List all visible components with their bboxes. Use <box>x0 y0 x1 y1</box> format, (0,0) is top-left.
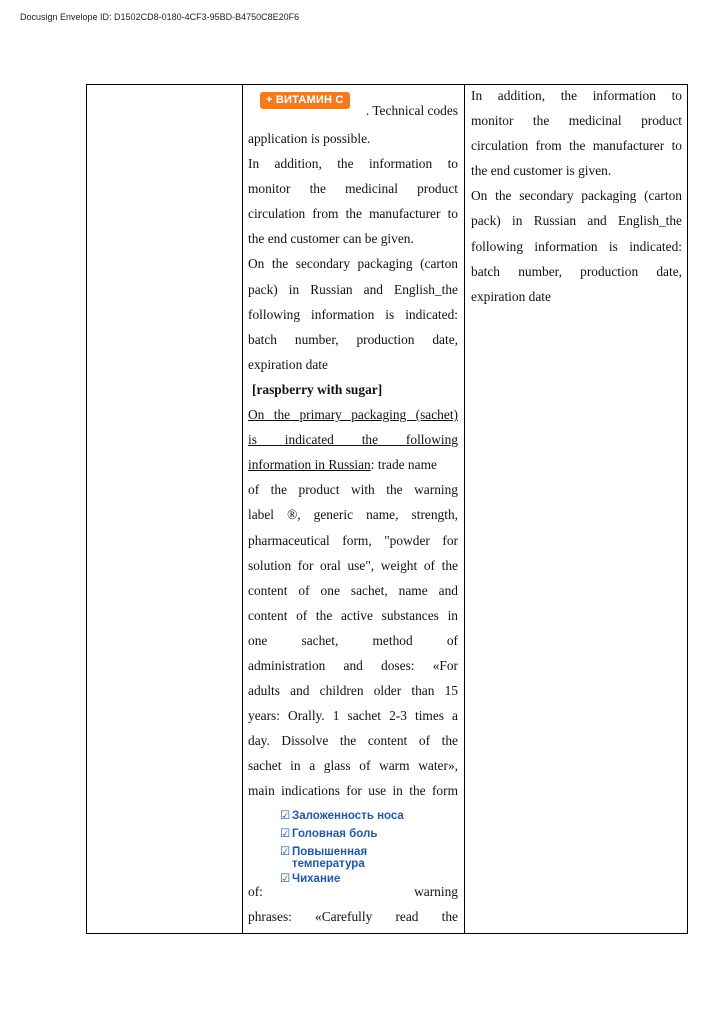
text-line: is indicated the following <box>248 432 458 448</box>
text-line: of the product with the warning <box>248 482 458 498</box>
warning-text: warning <box>414 883 458 899</box>
symptom-label: Головная боль <box>292 827 378 840</box>
text-line: pack) in Russian and English_the <box>248 281 458 297</box>
symptom-item <box>280 828 377 840</box>
envelope-id: Docusign Envelope ID: D1502CD8-0180-4CF3-95BD-B4750C8E20F6 <box>20 12 300 22</box>
text-line: circulation from the manufacturer to <box>248 206 458 222</box>
text-line: expiration date <box>471 288 551 304</box>
text-fragment: : trade name <box>370 457 437 473</box>
text-line: pack) in Russian and English_the <box>471 213 682 229</box>
text-line: On the secondary packaging (carton <box>248 256 458 272</box>
text-line: In addition, the information to <box>248 156 458 172</box>
text-line: pharmaceutical form, "powder for <box>248 532 458 548</box>
of-text: of: <box>248 883 263 899</box>
text-line: day. Dissolve the content of the <box>248 733 458 749</box>
text-line: expiration date <box>248 356 328 372</box>
content-table <box>86 84 688 934</box>
text-line: batch number, production date, <box>248 331 458 347</box>
text-line: years: Orally. 1 sachet 2-3 times a <box>248 708 458 724</box>
symptom-item <box>280 873 340 885</box>
underlined-text: information in Russian <box>248 457 371 473</box>
right-column <box>471 83 682 309</box>
symptom-label: Повышенная <box>292 845 368 858</box>
symptom-label-continued: температура <box>292 857 365 870</box>
text-line: following information is indicated: <box>471 238 682 254</box>
symptom-label: Заложенность носа <box>292 809 404 822</box>
of-warning-line <box>248 872 458 904</box>
checkbox-icon: ☑ <box>280 809 291 822</box>
technical-codes-text: . Technical codes <box>365 103 458 118</box>
text-line: content of the active substances in <box>248 607 458 623</box>
text-line: phrases: «Carefully read the <box>248 908 458 924</box>
text-line <box>248 452 458 477</box>
checkbox-icon: ☑ <box>280 872 291 885</box>
checkbox-icon: ☑ <box>280 845 291 858</box>
symptoms-image <box>248 804 458 879</box>
column-divider <box>464 85 465 933</box>
text-line: solution for oral use", weight of the <box>248 557 458 573</box>
application-line: application is possible. <box>248 131 371 146</box>
text-line: the end customer is given. <box>471 163 612 179</box>
text-line: In addition, the information to <box>471 88 682 103</box>
text-line: sachet in a glass of warm water», <box>248 758 458 774</box>
symptom-item <box>280 846 367 858</box>
text-line: the end customer can be given. <box>248 231 414 247</box>
flavor-heading: [raspberry with sugar] <box>252 381 383 397</box>
middle-column <box>248 86 458 929</box>
text-line: circulation from the manufacturer to <box>471 138 682 154</box>
text-line: On the secondary packaging (carton <box>471 188 682 204</box>
text-line: main indications for use in the form <box>248 783 458 799</box>
vitamin-c-badge: + ВИТАМИН С <box>260 92 350 109</box>
text-line: content of one sachet, name and <box>248 582 458 598</box>
symptom-label: Чихание <box>292 872 341 885</box>
text-line: monitor the medicinal product <box>471 113 682 129</box>
text-line: adults and children older than 15 <box>248 683 458 699</box>
text-line: monitor the medicinal product <box>248 181 458 197</box>
text-line: administration and doses: «For <box>248 657 458 673</box>
vitamin-badge-line <box>248 86 458 126</box>
text-line: On the primary packaging (sachet) <box>248 407 458 423</box>
text-line: batch number, production date, <box>471 263 682 279</box>
text-line: one sachet, method of <box>248 632 458 648</box>
column-divider <box>242 85 243 933</box>
text-line: following information is indicated: <box>248 306 458 322</box>
text-line: label ®, generic name, strength, <box>248 507 458 523</box>
symptom-item <box>280 810 404 822</box>
checkbox-icon: ☑ <box>280 827 291 840</box>
